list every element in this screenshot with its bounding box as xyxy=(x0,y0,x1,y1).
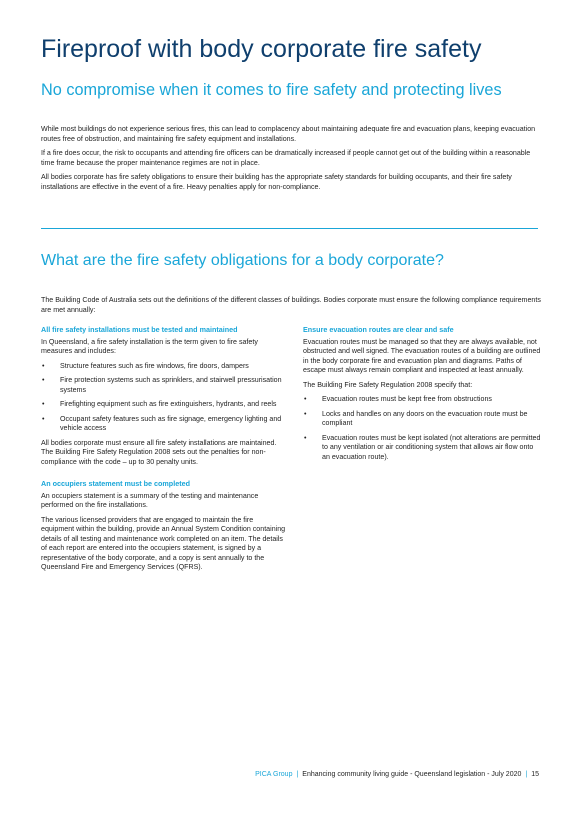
bullet-icon: • xyxy=(42,361,45,370)
list-item-text: Evacuation routes must be kept free from obstructions xyxy=(322,395,492,403)
section-divider xyxy=(41,228,538,229)
intro-section xyxy=(41,125,541,197)
list-item xyxy=(41,362,286,372)
page-footer xyxy=(255,770,539,780)
installations-list xyxy=(41,362,286,434)
installations-penalty-text: All bodies corporate must ensure all fire safety installations are maintained. The Building Fire Safety Regulation 2008 sets out the penalties for non-compliance with the code – up to 30 penalty units. xyxy=(41,438,277,466)
list-item xyxy=(303,434,543,463)
occupiers-statement-summary: An occupiers statement is a summary of the testing and maintenance performed on the fire installations. xyxy=(41,491,259,509)
installations-intro: In Queensland, a fire safety installation is the term given to fire safety measures and includes: xyxy=(41,337,258,355)
right-column xyxy=(303,325,543,467)
section-intro: The Building Code of Australia sets out the definitions of the different classes of buildings. Bodies corporate must ensure the following compliance requirements are met annually: xyxy=(41,296,541,314)
list-item xyxy=(303,410,543,429)
footer-separator: | xyxy=(296,771,299,778)
bullet-icon: • xyxy=(42,376,45,384)
bullet-icon: • xyxy=(304,395,307,403)
regulation-intro: The Building Fire Safety Regulation 2008 specify that: xyxy=(303,380,473,389)
list-item-text: Structure features such as fire windows, fire doors, dampers xyxy=(60,361,249,370)
left-column xyxy=(41,325,286,578)
evacuation-description: Evacuation routes must be managed so that they are always available, not obstructed and well signed. The evacuation routes of a building are outlined in the body corporate fire and evacuation plan and diagrams. Paths of escape must always remain compliant and inspected at least annually. xyxy=(303,337,541,374)
list-item xyxy=(41,400,286,410)
footer-brand: PICA Group xyxy=(255,771,293,778)
occupiers-statement-heading: An occupiers statement must be completed xyxy=(41,479,190,488)
list-item xyxy=(41,415,286,434)
intro-paragraph: While most buildings do not experience serious fires, this can lead to complacency about maintaining adequate fire and evacuation plans, keeping evacuation routes free of obstruction, and maintaining fire safety equipment and installations. xyxy=(41,125,536,143)
intro-paragraph: All bodies corporate has fire safety obligations to ensure their building has the appropriate safety standards for building occupants, and their fire safety installations are effective in the event of a fire. Heavy penalties apply for non-compliance. xyxy=(41,173,512,191)
section-heading: What are the fire safety obligations for a body corporate? xyxy=(41,252,444,269)
list-item xyxy=(303,395,543,405)
list-item xyxy=(41,376,286,395)
footer-separator: | xyxy=(525,771,528,778)
bullet-icon: • xyxy=(304,433,307,442)
page-title: Fireproof with body corporate fire safety xyxy=(41,35,482,63)
list-item-text: Locks and handles on any doors on the evacuation route must be compliant xyxy=(322,409,528,427)
page-number: 15 xyxy=(531,771,539,778)
list-item-text: Fire protection systems such as sprinklers, and stairwell pressurisation systems xyxy=(60,376,282,394)
page-subtitle: No compromise when it comes to fire safety and protecting lives xyxy=(41,81,502,99)
bullet-icon: • xyxy=(304,409,307,418)
list-item-text: Occupant safety features such as fire signage, emergency lighting and vehicle access xyxy=(60,414,282,432)
evacuation-heading: Ensure evacuation routes are clear and safe xyxy=(303,325,454,334)
evacuation-list xyxy=(303,395,543,462)
bullet-icon: • xyxy=(42,414,45,423)
installations-heading: All fire safety installations must be tested and maintained xyxy=(41,325,238,334)
occupiers-statement-details: The various licensed providers that are engaged to maintain the fire equipment within the building, provide an Annual System Condition containing details of all testing and maintenance work completed on an item. The details of each report are entered into the occupiers statement, is signed by a representative of the body corporate, and a copy is sent annually to the Queensland Fire and Emergency Services (QFRS). xyxy=(41,515,286,571)
footer-guide-title: Enhancing community living guide - Queensland legislation - July 2020 xyxy=(302,771,522,778)
bullet-icon: • xyxy=(42,400,45,408)
list-item-text: Firefighting equipment such as fire extinguishers, hydrants, and reels xyxy=(60,400,277,408)
list-item-text: Evacuation routes must be kept isolated (not alterations are permitted to any ventilation or air conditioning system that allows air flow onto an evacuation route). xyxy=(322,433,541,461)
intro-paragraph: If a fire does occur, the risk to occupants and attending fire officers can be dramatically increased if people cannot get out of the building within a reasonable time frame because the proper maintenance regimes are not in place. xyxy=(41,149,531,167)
